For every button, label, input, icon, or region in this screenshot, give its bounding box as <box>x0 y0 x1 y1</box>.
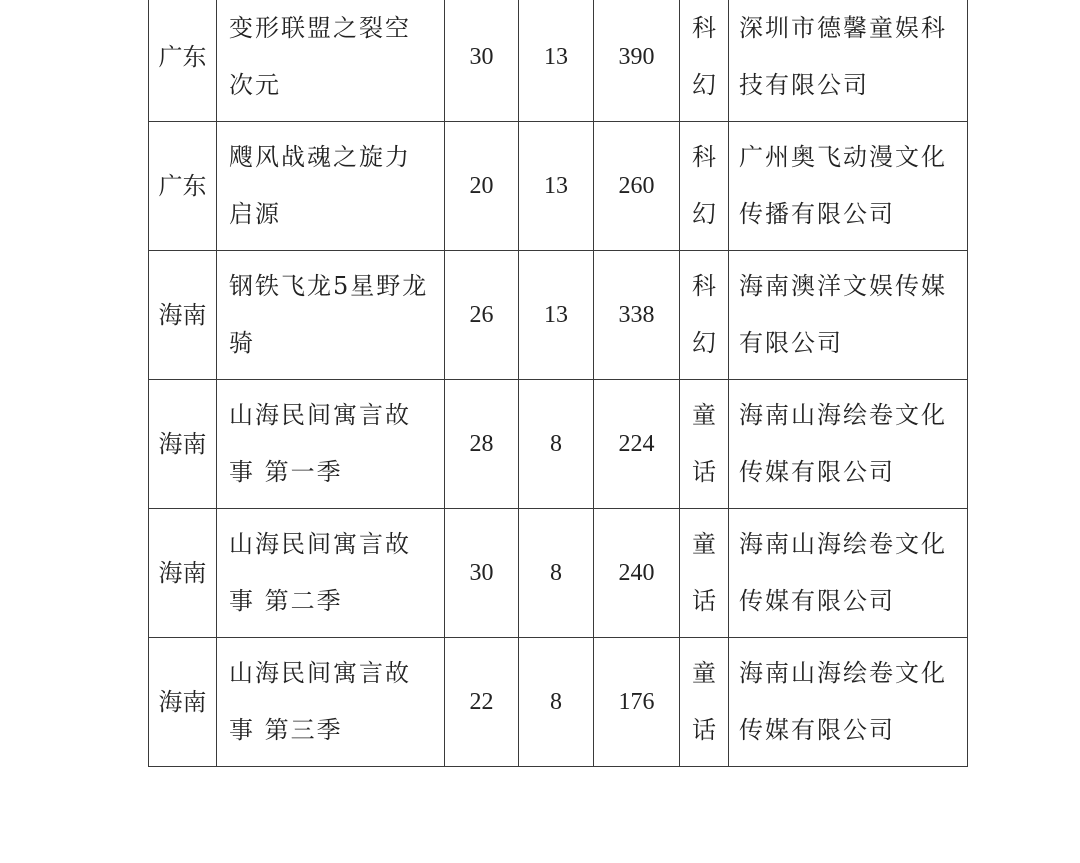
province-cell: 海南 <box>149 380 217 509</box>
genre-char: 童 <box>692 401 716 429</box>
genre-char: 童 <box>692 659 716 687</box>
minutes-per-episode-cell: 8 <box>519 638 594 767</box>
genre-char: 话 <box>692 716 716 744</box>
total-minutes-cell: 240 <box>594 509 680 638</box>
total-minutes-cell: 338 <box>594 251 680 380</box>
genre-cell <box>680 638 729 767</box>
episodes-cell: 20 <box>445 122 519 251</box>
total-minutes-cell: 260 <box>594 122 680 251</box>
genre-char: 话 <box>692 458 716 486</box>
genre-cell <box>680 380 729 509</box>
company-cell: 海南山海绘卷文化传媒有限公司 <box>729 509 968 638</box>
company-cell: 深圳市德馨童娱科技有限公司 <box>729 0 968 122</box>
table-row <box>149 251 968 380</box>
table-row <box>149 0 968 122</box>
episodes-cell: 26 <box>445 251 519 380</box>
title-cell: 山海民间寓言故事 第一季 <box>217 380 445 509</box>
total-minutes-cell: 390 <box>594 0 680 122</box>
province-cell: 海南 <box>149 251 217 380</box>
genre-char: 科 <box>692 143 716 171</box>
genre-char: 科 <box>692 272 716 300</box>
province-cell: 广东 <box>149 122 217 251</box>
genre-char: 科 <box>692 14 716 42</box>
episodes-cell: 28 <box>445 380 519 509</box>
province-cell: 海南 <box>149 638 217 767</box>
table-row <box>149 509 968 638</box>
title-cell: 变形联盟之裂空次元 <box>217 0 445 122</box>
animation-list-table <box>148 0 968 767</box>
table-row <box>149 638 968 767</box>
genre-char: 幻 <box>692 200 716 228</box>
table-row <box>149 380 968 509</box>
genre-cell <box>680 122 729 251</box>
province-cell: 广东 <box>149 0 217 122</box>
title-cell: 山海民间寓言故事 第三季 <box>217 638 445 767</box>
episodes-cell: 30 <box>445 509 519 638</box>
company-cell: 海南山海绘卷文化传媒有限公司 <box>729 638 968 767</box>
genre-char: 幻 <box>692 329 716 357</box>
province-cell: 海南 <box>149 509 217 638</box>
minutes-per-episode-cell: 13 <box>519 0 594 122</box>
total-minutes-cell: 224 <box>594 380 680 509</box>
episodes-cell: 30 <box>445 0 519 122</box>
genre-char: 话 <box>692 587 716 615</box>
genre-cell <box>680 251 729 380</box>
genre-char: 童 <box>692 530 716 558</box>
total-minutes-cell: 176 <box>594 638 680 767</box>
episodes-cell: 22 <box>445 638 519 767</box>
minutes-per-episode-cell: 8 <box>519 509 594 638</box>
title-cell: 山海民间寓言故事 第二季 <box>217 509 445 638</box>
minutes-per-episode-cell: 8 <box>519 380 594 509</box>
genre-cell <box>680 509 729 638</box>
genre-cell <box>680 0 729 122</box>
company-cell: 海南山海绘卷文化传媒有限公司 <box>729 380 968 509</box>
title-cell: 钢铁飞龙5星野龙骑 <box>217 251 445 380</box>
company-cell: 海南澳洋文娱传媒有限公司 <box>729 251 968 380</box>
table-body <box>149 0 968 767</box>
title-cell: 飕风战魂之旋力启源 <box>217 122 445 251</box>
genre-char: 幻 <box>692 71 716 99</box>
company-cell: 广州奥飞动漫文化传播有限公司 <box>729 122 968 251</box>
minutes-per-episode-cell: 13 <box>519 122 594 251</box>
minutes-per-episode-cell: 13 <box>519 251 594 380</box>
table-row <box>149 122 968 251</box>
